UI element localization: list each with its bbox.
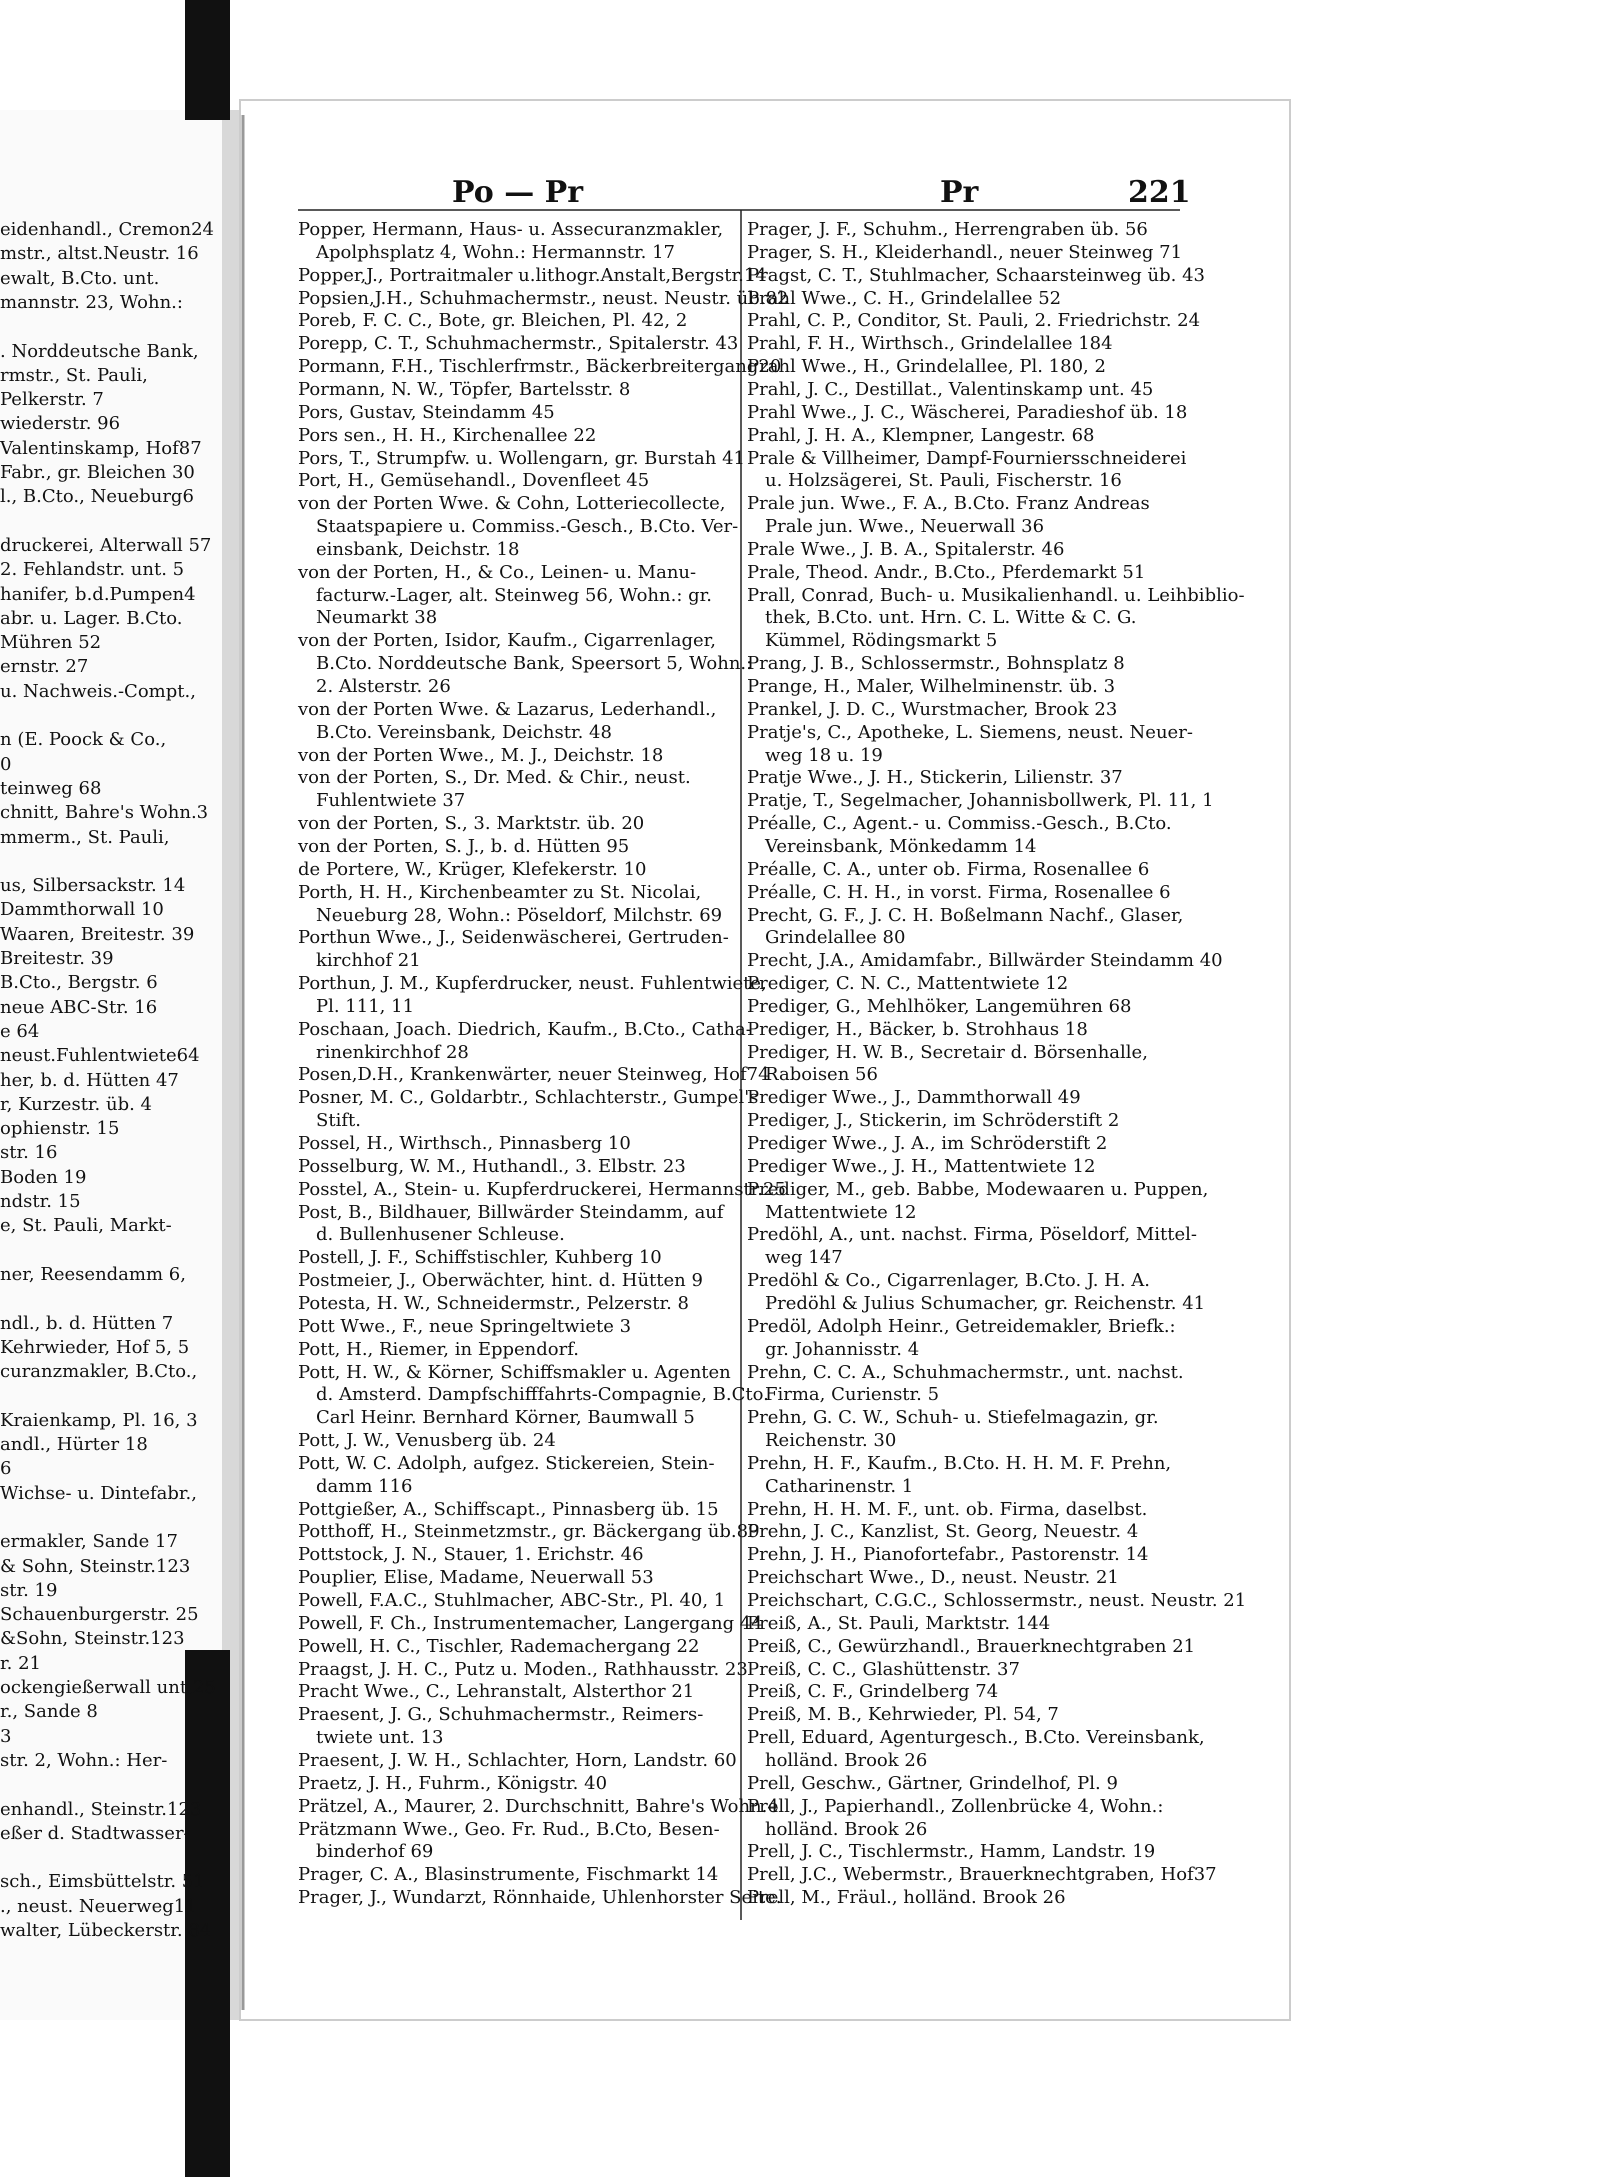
directory-entry-line: von der Porten Wwe., M. J., Deichstr. 18 [298,744,664,766]
directory-entry-line: Prediger, J., Stickerin, im Schröderstift 2 [747,1110,1120,1132]
directory-entry-line: Prahl Wwe., C. H., Grindelallee 52 [747,287,1062,309]
page-number: 221 [1128,175,1191,210]
directory-entry-line: Posen,D.H., Krankenwärter, neuer Steinweg, Hof74 [298,1064,770,1086]
directory-entry-line: gr. Johannisstr. 4 [747,1338,920,1360]
left-page-line: rmstr., St. Pauli, [0,364,148,386]
directory-entry-line: Pors sen., H. H., Kirchenallee 22 [298,424,597,446]
directory-entry-line: d. Bullenhusener Schleuse. [298,1224,565,1246]
left-page-line: ockengießerwall unt.25 [0,1677,216,1698]
directory-entry-line: Prale jun. Wwe., Neuerwall 36 [747,516,1045,538]
directory-entry-line: Postell, J. F., Schiffstischler, Kuhberg 10 [298,1247,662,1269]
directory-entry-line: Praagst, J. H. C., Putz u. Moden., Rathhausstr. 23 [298,1658,748,1680]
directory-entry-line: Prale & Villheimer, Dampf-Fourniersschneiderei [747,447,1187,469]
left-page-line: druckerei, Alterwall 57 [0,534,212,556]
directory-entry-line: Pott, H. W., & Körner, Schiffsmakler u. Agenten [298,1361,731,1383]
directory-entry-line: Prager, J. F., Schuhm., Herrengraben üb. 56 [747,219,1148,240]
directory-entry-line: Prange, H., Maler, Wilhelminenstr. üb. 3 [747,676,1116,697]
directory-entry-line: Pratje, T., Segelmacher, Johannisbollwerk, Pl. 11, 1 [747,790,1214,812]
directory-entry-line: Prankel, J. D. C., Wurstmacher, Brook 23 [747,698,1118,720]
left-page-line: l., B.Cto., Neueburg6 [0,486,194,508]
directory-entry-line: Porthun Wwe., J., Seidenwäscherei, Gertruden- [298,927,729,949]
directory-entry-line: twiete unt. 13 [298,1727,444,1749]
directory-entry-line: Pott Wwe., F., neue Springeltwiete 3 [298,1315,632,1337]
directory-entry-line: thek, B.Cto. unt. Hrn. C. L. Witte & C. G. [747,607,1137,629]
directory-entry-line: Popper, Hermann, Haus- u. Assecuranzmakler, [298,219,724,240]
directory-entry-line: Possel, H., Wirthsch., Pinnasberg 10 [298,1133,631,1154]
left-page-line: Fabr., gr. Bleichen 30 [0,462,195,483]
directory-entry-line: Potthoff, H., Steinmetzmstr., gr. Bäckergang üb.89 [298,1521,760,1543]
directory-entry-line: Fuhlentwiete 37 [298,790,466,812]
directory-entry-line: facturw.-Lager, alt. Steinweg 56, Wohn.: gr. [298,584,712,606]
left-page-line: neue ABC-Str. 16 [0,996,158,1018]
left-page-line: r., Sande 8 [0,1701,98,1723]
directory-entry-line: Powell, H. C., Tischler, Rademachergang 22 [298,1635,700,1657]
left-page-line: ndl., b. d. Hütten 7 [0,1312,174,1334]
left-page-line: 6 [0,1458,12,1480]
directory-entry-line: Postmeier, J., Oberwächter, hint. d. Hütten 9 [298,1270,703,1292]
directory-entry-line: Prehn, H. F., Kaufm., B.Cto. H. H. M. F. Prehn, [747,1452,1172,1474]
directory-entry-line: Pragst, C. T., Stuhlmacher, Schaarsteinweg üb. 43 [747,264,1205,286]
directory-entry-line: Pracht Wwe., C., Lehranstalt, Alsterthor 21 [298,1681,695,1703]
directory-entry-line: von der Porten Wwe. & Lazarus, Lederhandl., [298,698,717,720]
directory-entry-line: Kümmel, Rödingsmarkt 5 [747,630,998,652]
left-page-line: eßer d. Stadtwasser- [0,1822,190,1844]
directory-entry-line: B.Cto. Vereinsbank, Deichstr. 48 [298,721,612,743]
directory-entry-line: holländ. Brook 26 [747,1749,928,1771]
directory-entry-line: Pottgießer, A., Schiffscapt., Pinnasberg üb. 15 [298,1498,719,1520]
directory-entry-line: von der Porten, S., 3. Marktstr. üb. 20 [298,813,645,835]
directory-entry-line: damm 116 [298,1475,413,1497]
left-page-line: Valentinskamp, Hof87 [0,437,202,459]
left-page-line: Pelkerstr. 7 [0,389,104,411]
directory-entry-line: Poschaan, Joach. Diedrich, Kaufm., B.Cto., Catha- [298,1018,752,1040]
left-page-line: neust.Fuhlentwiete64 [0,1045,200,1067]
directory-entry-line: Posstel, A., Stein- u. Kupferdruckerei, Hermannstr.25 [298,1178,786,1200]
left-page-line: r, Kurzestr. üb. 4 [0,1093,153,1115]
directory-entry-line: Raboisen 56 [747,1064,878,1086]
directory-entry-line: Apolphsplatz 4, Wohn.: Hermannstr. 17 [298,241,676,263]
left-page-line: n (E. Poock & Co., [0,729,167,751]
directory-entry-line: Powell, F.A.C., Stuhlmacher, ABC-Str., Pl. 40, 1 [298,1590,726,1611]
directory-entry-line: Prehn, J. H., Pianofortefabr., Pastorenstr. 14 [747,1544,1149,1566]
directory-entry-line: Poreb, F. C. C., Bote, gr. Bleichen, Pl. 42, 2 [298,310,688,332]
directory-entry-line: Pratje Wwe., J. H., Stickerin, Lilienstr. 37 [747,767,1123,789]
directory-entry-line: Port, H., Gemüsehandl., Dovenfleet 45 [298,470,650,492]
directory-entry-line: kirchhof 21 [298,950,421,972]
left-page-line: Waaren, Breitestr. 39 [0,923,195,945]
directory-entry-line: Predöhl & Julius Schumacher, gr. Reichenstr. 41 [747,1292,1206,1314]
directory-entry-line: Prale Wwe., J. B. A., Spitalerstr. 46 [747,538,1065,560]
left-page-line: enhandl., Steinstr.123 [0,1798,202,1820]
directory-entry-line: Prang, J. B., Schlossermstr., Bohnsplatz 8 [747,653,1125,675]
directory-entry-line: Firma, Curienstr. 5 [747,1384,940,1406]
left-page-line: str. 16 [0,1142,58,1164]
directory-entry-line: B.Cto. Norddeutsche Bank, Speersort 5, Wohn.: [298,653,753,675]
directory-entry-line: Prahl, F. H., Wirthsch., Grindelallee 184 [747,333,1113,355]
directory-entry-line: de Portere, W., Krüger, Klefekerstr. 10 [298,858,647,880]
left-page-line: Boden 19 [0,1166,87,1188]
left-page-line: wiederstr. 96 [0,413,121,435]
directory-entry-line: binderhof 69 [298,1841,434,1863]
directory-entry-line: Staatspapiere u. Commiss.-Gesch., B.Cto. Ver- [298,516,739,538]
directory-entry-line: von der Porten, S., Dr. Med. & Chir., neust. [298,767,691,789]
right-running-head: Pr [940,175,979,210]
left-page-line: mstr., altst.Neustr. 16 [0,243,199,265]
directory-entry-line: Neumarkt 38 [298,607,438,629]
directory-entry-line: Predöhl, A., unt. nachst. Firma, Pöseldorf, Mittel- [747,1224,1197,1246]
directory-entry-line: Prediger, G., Mehlhöker, Langemühren 68 [747,995,1132,1017]
directory-entry-line: Prale jun. Wwe., F. A., B.Cto. Franz Andreas [747,493,1150,515]
directory-entry-line: holländ. Brook 26 [747,1818,928,1840]
directory-entry-line: Prell, J.C., Webermstr., Brauerknechtgraben, Hof37 [747,1864,1217,1886]
directory-entry-line: Posner, M. C., Goldarbtr., Schlachterstr., Gumpel's [298,1087,759,1109]
left-page-line: Schauenburgerstr. 25 [0,1604,199,1626]
left-page-line: mannstr. 23, Wohn.: [0,291,183,313]
directory-entry-line: Prall, Conrad, Buch- u. Musikalienhandl. u. Leihbiblio- [747,584,1245,606]
left-page-line: e, St. Pauli, Markt- [0,1215,172,1237]
left-running-head: Po — Pr [452,175,584,210]
directory-entry-line: Pottstock, J. N., Stauer, 1. Erichstr. 46 [298,1544,644,1566]
directory-entry-line: von der Porten, S. J., b. d. Hütten 95 [298,835,630,857]
directory-entry-line: Prell, M., Fräul., holländ. Brook 26 [747,1887,1066,1909]
directory-entry-line: Porth, H. H., Kirchenbeamter zu St. Nicolai, [298,881,702,903]
directory-entry-line: Preiß, C., Gewürzhandl., Brauerknechtgraben 21 [747,1635,1196,1657]
left-page-line: e 64 [0,1020,40,1042]
left-page-line: mmerm., St. Pauli, [0,826,170,848]
directory-entry-line: Potesta, H. W., Schneidermstr., Pelzerstr. 8 [298,1292,689,1314]
directory-entry-line: von der Porten Wwe. & Cohn, Lotteriecollecte, [298,493,726,515]
left-page-line: ., neust. Neuerweg11 [0,1895,197,1917]
directory-entry-line: Prediger, H., Bäcker, b. Strohhaus 18 [747,1018,1088,1040]
directory-entry-line: Pormann, N. W., Töpfer, Bartelsstr. 8 [298,378,631,400]
directory-entry-line: Prager, C. A., Blasinstrumente, Fischmarkt 14 [298,1864,719,1886]
directory-entry-line: weg 147 [747,1247,843,1269]
directory-entry-line: Preichschart, C.G.C., Schlossermstr., neust. Neustr. 21 [747,1590,1247,1611]
left-page-line: curanzmakler, B.Cto., [0,1361,198,1383]
directory-entry-line: Neueburg 28, Wohn.: Pöseldorf, Milchstr. 69 [298,904,723,926]
left-page-line: . Norddeutsche Bank, [0,340,199,362]
directory-entry-line: Pott, J. W., Venusberg üb. 24 [298,1430,556,1452]
left-page-line: Kraienkamp, Pl. 16, 3 [0,1409,198,1431]
left-page-line: r. 21 [0,1652,41,1674]
directory-entry-line: Prehn, H. H. M. F., unt. ob. Firma, daselbst. [747,1498,1148,1520]
left-page-line: 3 [0,1725,12,1747]
directory-entry-line: Prahl, J. C., Destillat., Valentinskamp unt. 45 [747,378,1154,400]
directory-entry-line: Preiß, C. C., Glashüttenstr. 37 [747,1658,1020,1680]
left-page-line: teinweg 68 [0,777,102,799]
left-page-line: Wichse- u. Dintefabr., [0,1482,197,1504]
directory-entry-line: Prahl, J. H. A., Klempner, Langestr. 68 [747,424,1095,446]
left-page-line: u. Nachweis.-Compt., [0,680,196,702]
directory-entry-line: u. Holzsägerei, St. Pauli, Fischerstr. 16 [747,470,1122,492]
directory-entry-line: Prätzmann Wwe., Geo. Fr. Rud., B.Cto, Besen- [298,1818,720,1840]
directory-entry-line: Porepp, C. T., Schuhmachermstr., Spitalerstr. 43 [298,333,739,355]
left-page-line: her, b. d. Hütten 47 [0,1069,179,1091]
left-page-line: ewalt, B.Cto. unt. [0,267,160,289]
directory-entry-line: Precht, J.A., Amidamfabr., Billwärder Steindamm 40 [747,950,1223,972]
directory-entry-line: Posselburg, W. M., Huthandl., 3. Elbstr. 23 [298,1155,686,1177]
directory-entry-line: Prediger Wwe., J., Dammthorwall 49 [747,1087,1081,1109]
directory-entry-line: Pott, W. C. Adolph, aufgez. Stickereien, Stein- [298,1452,715,1474]
left-page-line: Mühren 52 [0,632,102,654]
directory-entry-line: Prehn, J. C., Kanzlist, St. Georg, Neuestr. 4 [747,1521,1139,1543]
left-page-line: andl., Hürter 18 [0,1434,148,1455]
left-page-line: ermakler, Sande 17 [0,1531,178,1553]
directory-entry-line: Carl Heinr. Bernhard Körner, Baumwall 5 [298,1407,695,1429]
directory-entry-line: Prell, J., Papierhandl., Zollenbrücke 4, Wohn.: [747,1795,1164,1817]
directory-entry-line: Pl. 111, 11 [298,995,415,1017]
directory-entry-line: Pott, H., Riemer, in Eppendorf. [298,1338,579,1360]
left-page-line: B.Cto., Bergstr. 6 [0,972,158,994]
left-page-line: 0 [0,753,12,775]
directory-entry-line: Preiß, M. B., Kehrwieder, Pl. 54, 7 [747,1704,1059,1726]
directory-entry-line: Préalle, C. H. H., in vorst. Firma, Rosenallee 6 [747,881,1171,903]
directory-entry-line: d. Amsterd. Dampfschifffahrts-Compagnie, B.Cto. [298,1384,769,1406]
left-page-line: Kehrwieder, Hof 5, 5 [0,1336,190,1358]
directory-entry-line: Prehn, G. C. W., Schuh- u. Stiefelmagazin, gr. [747,1407,1159,1429]
directory-entry-line: Porthun, J. M., Kupferdrucker, neust. Fuhlentwiete, [298,973,767,995]
directory-entry-line: Prediger Wwe., J. A., im Schröderstift 2 [747,1133,1108,1154]
directory-entry-line: Predöhl & Co., Cigarrenlager, B.Cto. J. H. A. [747,1270,1151,1292]
directory-entry-line: Pormann, F.H., Tischlerfrmstr., Bäckerbreitergang20 [298,356,782,378]
directory-entry-line: 2. Alsterstr. 26 [298,676,451,697]
directory-entry-line: Preiß, A., St. Pauli, Marktstr. 144 [747,1612,1051,1634]
directory-entry-line: Pratje's, C., Apotheke, L. Siemens, neust. Neuer- [747,721,1193,743]
left-page-line: walter, Lübeckerstr. 84 [0,1920,212,1941]
directory-entry-line: Prätzel, A., Maurer, 2. Durchschnitt, Bahre's Wohn.4 [298,1795,779,1817]
left-page-line: Breitestr. 39 [0,948,114,969]
left-page-line: ner, Reesendamm 6, [0,1263,186,1285]
directory-entry-line: Predöl, Adolph Heinr., Getreidemakler, Briefk.: [747,1315,1176,1337]
directory-entry-line: Prell, Eduard, Agenturgesch., B.Cto. Vereinsbank, [747,1727,1205,1749]
left-page-line: str. 19 [0,1579,58,1601]
directory-entry-line: Praesent, J. W. H., Schlachter, Horn, Landstr. 60 [298,1749,737,1771]
directory-entry-line: Mattentwiete 12 [747,1201,917,1223]
directory-entry-line: Powell, F. Ch., Instrumentemacher, Langergang 44 [298,1612,763,1634]
directory-entry-line: Grindelallee 80 [747,927,906,949]
left-page-line: chnitt, Bahre's Wohn.3 [0,802,209,824]
directory-entry-line: Préalle, C. A., unter ob. Firma, Rosenallee 6 [747,858,1150,880]
left-page-line: Dammthorwall 10 [0,899,164,921]
directory-entry-line: einsbank, Deichstr. 18 [298,538,520,560]
directory-entry-line: Prahl, C. P., Conditor, St. Pauli, 2. Friedrichstr. 24 [747,310,1201,332]
left-page-line: abr. u. Lager. B.Cto. [0,607,183,629]
directory-entry-line: Praesent, J. G., Schuhmachermstr., Reimers- [298,1704,704,1726]
directory-entry-line: von der Porten, Isidor, Kaufm., Cigarrenlager, [298,630,717,652]
directory-entry-line: Post, B., Bildhauer, Billwärder Steindamm, auf [298,1201,724,1223]
left-page-line: eidenhandl., Cremon24 [0,219,214,240]
left-page-line: &Sohn, Steinstr.123 [0,1628,185,1650]
directory-entry-line: Preiß, C. F., Grindelberg 74 [747,1681,999,1703]
left-page-line: us, Silbersackstr. 14 [0,875,186,897]
directory-entry-line: Popper,J., Portraitmaler u.lithogr.Anstalt,Bergstr.14 [298,264,767,286]
directory-entry-line: Prager, S. H., Kleiderhandl., neuer Steinweg 71 [747,241,1183,263]
directory-entry-line: Vereinsbank, Mönkedamm 14 [747,835,1037,857]
directory-entry-line: Prager, J., Wundarzt, Rönnhaide, Uhlenhorster Seite. [298,1887,782,1909]
directory-entry-line: Stift. [298,1110,361,1132]
directory-entry-line: Prell, J. C., Tischlermstr., Hamm, Landstr. 19 [747,1841,1156,1863]
left-page-line: ernstr. 27 [0,656,89,678]
left-page-line: ndstr. 15 [0,1191,81,1212]
left-page-line: & Sohn, Steinstr.123 [0,1555,191,1577]
directory-entry-line: Praetz, J. H., Fuhrm., Königstr. 40 [298,1772,608,1794]
directory-entry-line: Popsien,J.H., Schuhmachermstr., neust. Neustr. üb.82 [298,287,789,309]
left-page-line: str. 2, Wohn.: Her- [0,1749,168,1771]
directory-entry-line: Catharinenstr. 1 [747,1475,914,1497]
left-page-line: 2. Fehlandstr. unt. 5 [0,559,185,581]
directory-entry-line: Prahl Wwe., H., Grindelallee, Pl. 180, 2 [747,356,1106,378]
left-page-line: ophienstr. 15 [0,1118,120,1140]
directory-entry-line: Préalle, C., Agent.- u. Commiss.-Gesch., B.Cto. [747,813,1172,835]
directory-entry-line: Precht, G. F., J. C. H. Boßelmann Nachf., Glaser, [747,904,1184,926]
directory-entry-line: von der Porten, H., & Co., Leinen- u. Manu- [298,561,697,583]
directory-entry-line: Prediger, C. N. C., Mattentwiete 12 [747,973,1069,995]
directory-entry-line: Prale, Theod. Andr., B.Cto., Pferdemarkt 51 [747,561,1146,583]
directory-entry-line: rinenkirchhof 28 [298,1041,469,1063]
directory-entry-line: Prediger, M., geb. Babbe, Modewaaren u. Puppen, [747,1178,1209,1200]
directory-entry-line: Reichenstr. 30 [747,1430,897,1452]
directory-entry-line: Prehn, C. C. A., Schuhmachermstr., unt. nachst. [747,1361,1184,1383]
directory-entry-line: Pouplier, Elise, Madame, Neuerwall 53 [298,1567,654,1589]
directory-entry-line: Prediger, H. W. B., Secretair d. Börsenhalle, [747,1041,1148,1063]
directory-entry-line: Pors, Gustav, Steindamm 45 [298,401,555,423]
directory-entry-line: Prell, Geschw., Gärtner, Grindelhof, Pl. 9 [747,1772,1118,1794]
directory-entry-line: Preichschart Wwe., D., neust. Neustr. 21 [747,1567,1119,1589]
directory-entry-line: Prediger Wwe., J. H., Mattentwiete 12 [747,1155,1096,1177]
left-page-line: hanifer, b.d.Pumpen4 [0,583,196,605]
left-page-line: sch., Eimsbüttelstr. 51 [0,1871,205,1893]
directory-entry-line: Prahl Wwe., J. C., Wäscherei, Paradieshof üb. 18 [747,401,1188,423]
directory-entry-line: weg 18 u. 19 [747,744,883,766]
directory-entry-line: Pors, T., Strumpfw. u. Wollengarn, gr. Burstah 41 [298,447,746,469]
